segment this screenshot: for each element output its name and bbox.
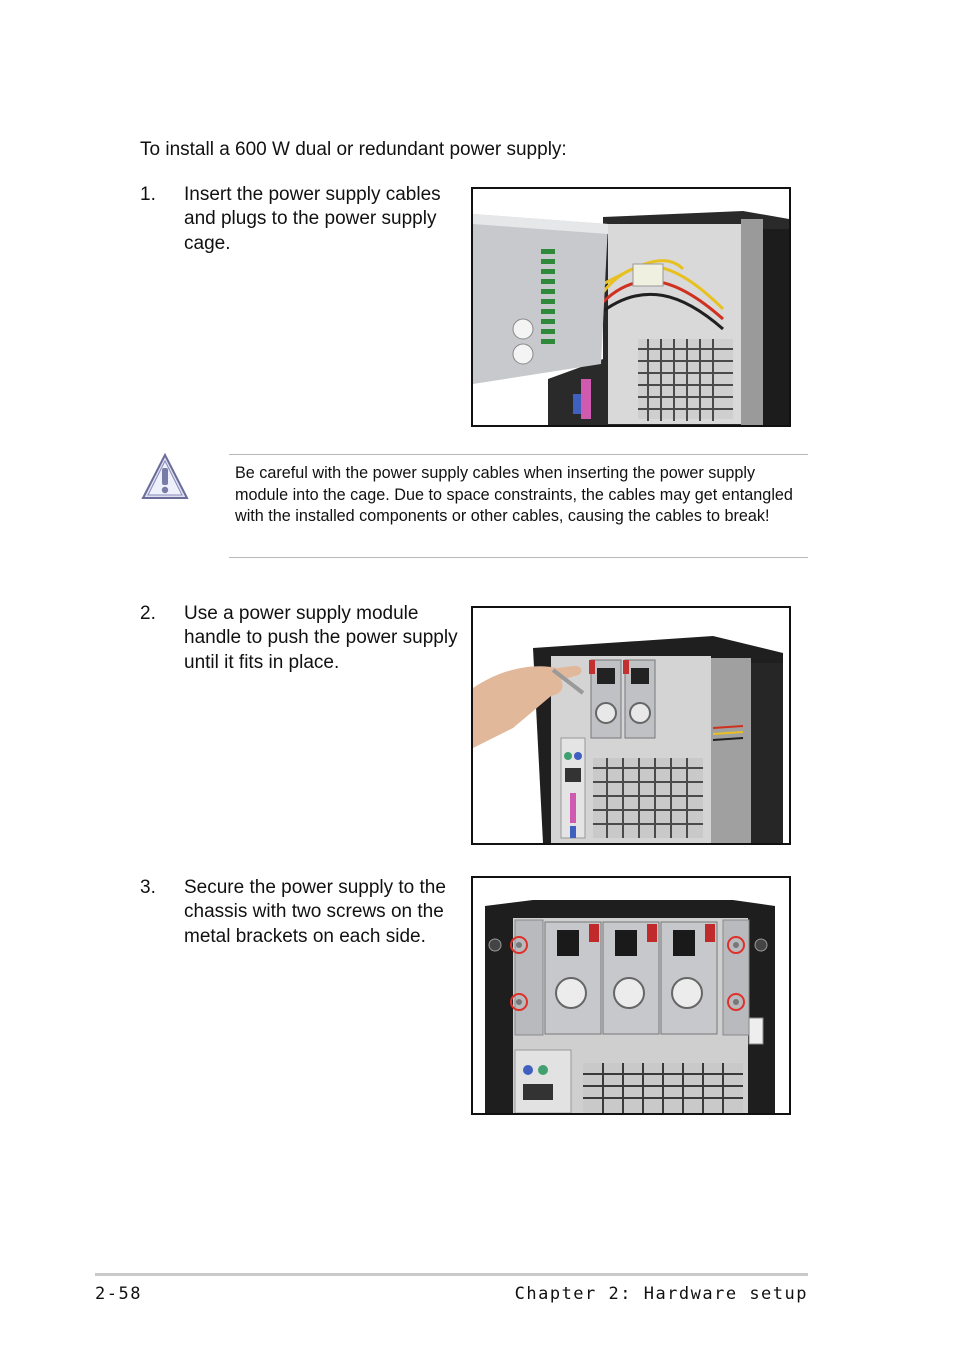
step-number: 3. (140, 877, 156, 898)
step-text: Use a power supply module handle to push the power supply until it fits in place. (184, 603, 458, 673)
page-number: 2-58 (95, 1284, 142, 1304)
chapter-title: Chapter 2: Hardware setup (514, 1284, 808, 1304)
caution-text: Be careful with the power supply cables when inserting the power supply module into the cage. Due to space constraints, the cables may get entangled with the installed components or other cables, causing the cables to break! (235, 464, 793, 526)
step-number: 2. (140, 603, 156, 624)
step-number: 1. (140, 184, 156, 205)
photo-insert-cables (471, 187, 791, 427)
footer-rule (95, 1273, 808, 1276)
step-text: Insert the power supply cables and plugs to the power supply cage. (184, 184, 441, 254)
intro-text: To install a 600 W dual or redundant power supply: (140, 139, 567, 160)
photo-push-module (471, 606, 791, 845)
caution-triangle-icon (140, 452, 190, 502)
photo-secure-screws (471, 876, 791, 1115)
step-text: Secure the power supply to the chassis with two screws on the metal brackets on each side. (184, 877, 446, 947)
caution-note (229, 454, 808, 558)
